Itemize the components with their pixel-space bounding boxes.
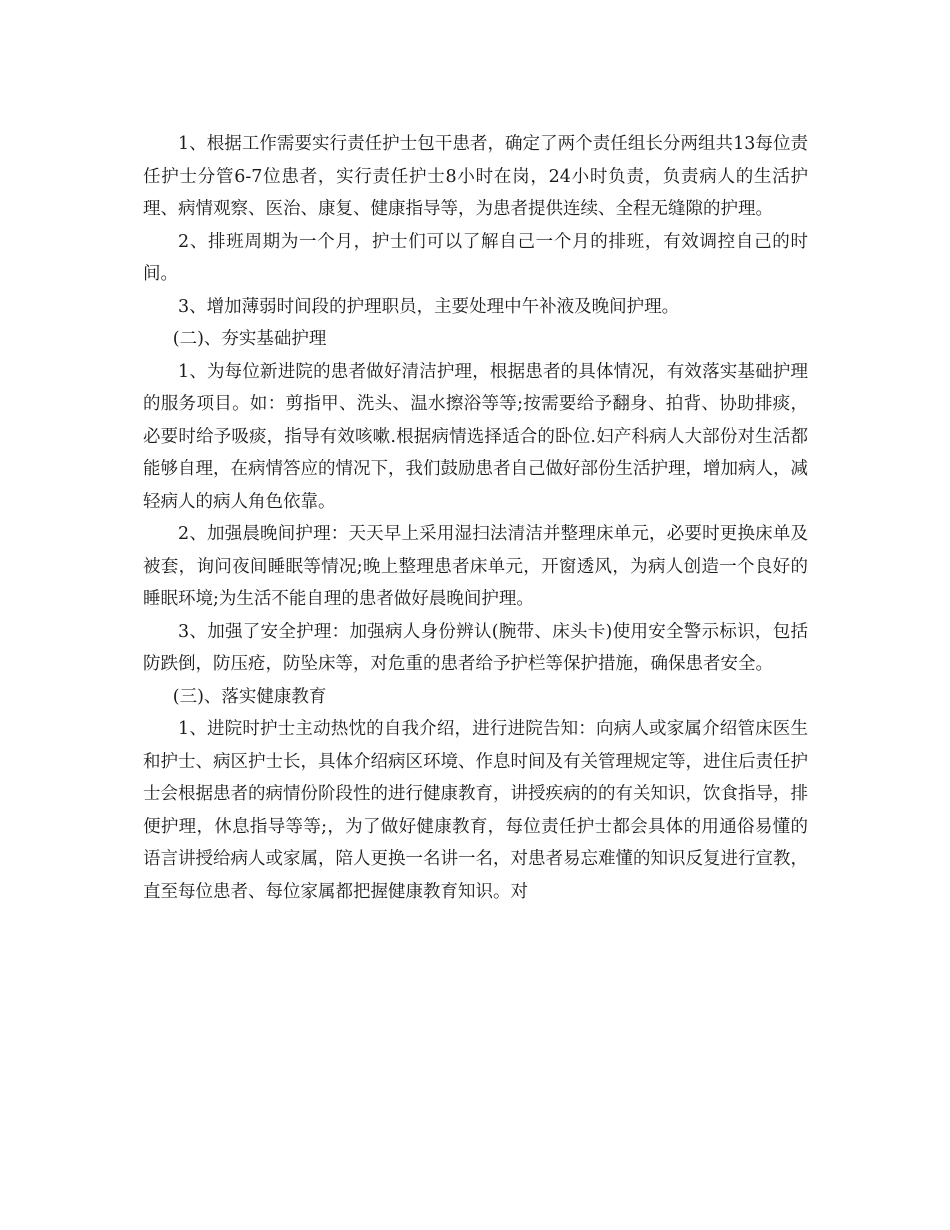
document-body bbox=[143, 128, 808, 908]
paragraph-3: 3、增加薄弱时间段的护理职员，主要处理中午补液及晚间护理。 bbox=[178, 296, 680, 317]
section-heading-3: (三)、落实健康教育 bbox=[172, 686, 327, 707]
paragraph-5: 2、加强晨晚间护理：天天早上采用湿扫法清洁并整理床单元，必要时更换床单及被套，询问夜间睡眠等情况;晚上整理患者床单元，开窗透风，为病人创造一个良好的睡眠环境;为生活不能自理的患者做好晨晚间护理。 bbox=[143, 524, 808, 609]
paragraph-6: 3、加强了安全护理：加强病人身份辨认(腕带、床头卡)使用安全警示标识，包括防跌倒，防压疮，防坠床等，对危重的患者给予护栏等保护措施，确保患者安全。 bbox=[143, 621, 808, 674]
paragraph-7: 1、进院时护士主动热忱的自我介绍，进行进院告知：向病人或家属介绍管床医生和护士、病区护士长，具体介绍病区环境、作息时间及有关管理规定等，进住后责任护士会根据患者的病情份阶段性的进行健康教育，讲授疾病的的有关知识，饮食指导，排便护理，休息指导等等;，为了做好健康教育，每位责任护士都会具体的用通俗易懂的语言讲授给病人或家属，陪人更换一名讲一名，对患者易忘难懂的知识反复进行宣教，直至每位患者、每位家属都把握健康教育知识。对 bbox=[143, 719, 808, 902]
section-heading-2: (二)、夯实基础护理 bbox=[172, 329, 327, 349]
paragraph-1: 1、根据工作需要实行责任护士包干患者，确定了两个责任组长分两组共13每位责任护士分管6-7位患者，实行责任护士8小时在岗，24小时负责，负责病人的生活护理、病情观察、医治、康复、健康指导等，为患者提供连续、全程无缝隙的护理。 bbox=[143, 134, 808, 219]
paragraph-2: 2、排班周期为一个月，护士们可以了解自己一个月的排班，有效调控自己的时间。 bbox=[143, 231, 808, 284]
paragraph-4: 1、为每位新进院的患者做好清洁护理，根据患者的具体情况，有效落实基础护理的服务项目。如：剪指甲、洗头、温水擦浴等等;按需要给予翻身、拍背、协助排痰，必要时给予吸痰，指导有效咳嗽.根据病情选择适合的卧位.妇产科病人大部份对生活都能够自理，在病情答应的情况下，我们鼓励患者自己做好部份生活护理，增加病人，减轻病人的病人角色依靠。 bbox=[143, 361, 808, 512]
